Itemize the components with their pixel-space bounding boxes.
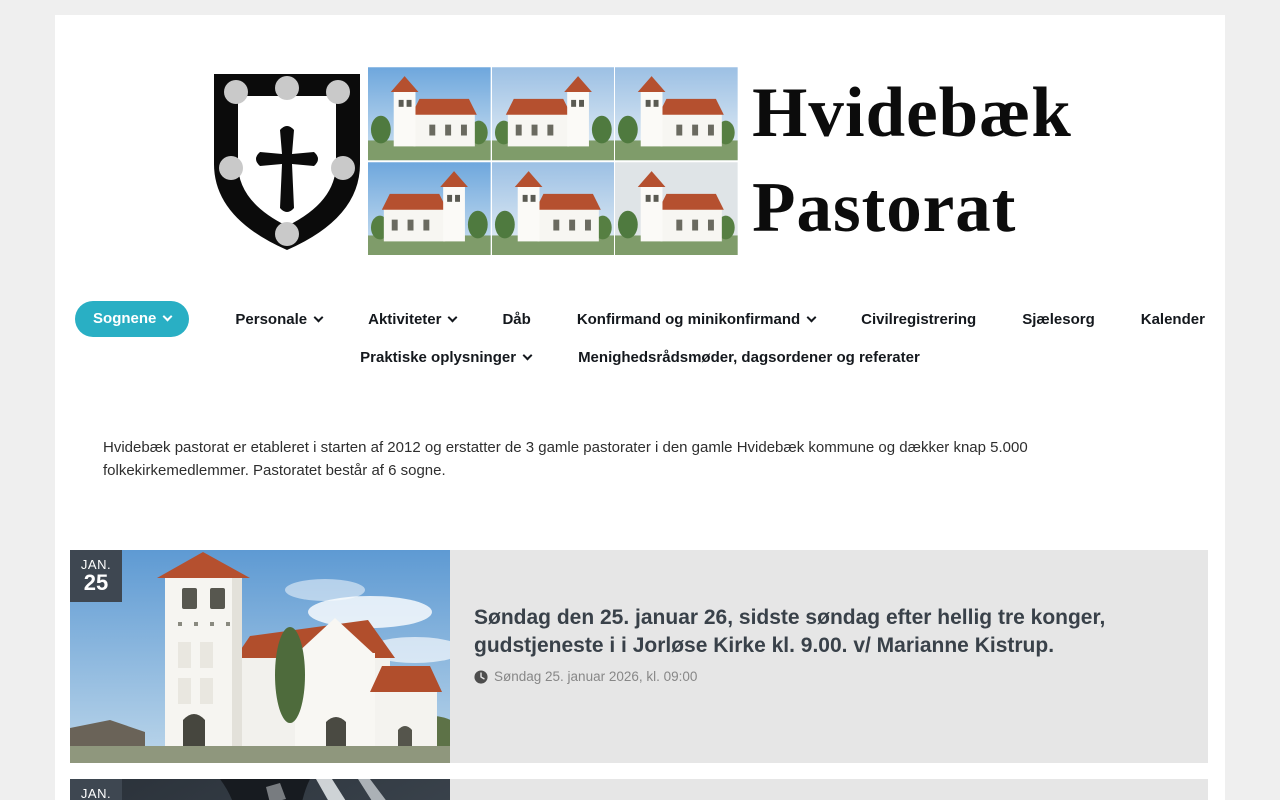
event-image[interactable] <box>70 779 450 800</box>
event-card[interactable] <box>70 779 1208 800</box>
nav-label: Civilregistrering <box>861 310 977 328</box>
clock-icon <box>474 670 488 684</box>
nav-label: Praktiske oplysninger <box>360 348 517 366</box>
event-card[interactable] <box>70 550 1208 763</box>
nav-item-praktiske-oplysninger[interactable] <box>360 349 531 366</box>
chevron-down-icon <box>523 350 533 360</box>
site-title-line2: Pastorat <box>752 169 1017 247</box>
church-photo <box>492 67 615 161</box>
event-title[interactable]: Søndag den 25. januar 26, sidste søndag efter hellig tre konger, gudstjeneste i i Jorløse Kirke kl. 9.00. v/ Marianne Kistrup. <box>474 606 1106 657</box>
event-image[interactable] <box>70 550 450 763</box>
dark-photo <box>70 779 450 800</box>
nav-item-personale[interactable] <box>235 311 322 328</box>
nav-label: Kalender <box>1140 310 1205 328</box>
nav-label: Aktiviteter <box>368 310 442 328</box>
event-body <box>450 779 1208 800</box>
page-content <box>55 15 1225 800</box>
chevron-down-icon <box>448 312 458 322</box>
nav-label: Sjælesorg <box>1022 310 1095 328</box>
site-header <box>55 65 1225 257</box>
nav-item-civilregistrering[interactable] <box>861 311 976 328</box>
site-title <box>752 66 1072 256</box>
date-badge <box>70 779 122 800</box>
nav-label: Menighedsrådsmøder, dagsordener og referater <box>578 348 920 366</box>
badge-month: JAN. <box>80 786 112 800</box>
badge-month: JAN. <box>80 557 112 572</box>
church-photo <box>492 162 615 256</box>
nav-item-sognene[interactable] <box>75 301 189 337</box>
church-photo-grid <box>368 67 738 255</box>
church-photo-large <box>70 550 450 763</box>
main-nav-row2 <box>55 345 1225 369</box>
chevron-down-icon <box>314 312 324 322</box>
intro-paragraph: Hvidebæk pastorat er etableret i starten af 2012 og erstatter de 3 gamle pastorater i den gamle Hvidebæk kommune og dækker knap 5.000 folkekirkemedlemmer. Pastoratet består af 6 sogne. <box>103 439 1028 479</box>
shield-logo-icon <box>208 68 366 254</box>
nav-item-kalender[interactable] <box>1141 311 1205 328</box>
nav-item-konfirmand[interactable] <box>577 311 815 328</box>
church-photo <box>615 67 738 161</box>
nav-item-sjaelesorg[interactable] <box>1022 311 1095 328</box>
nav-item-aktiviteter[interactable] <box>368 311 456 328</box>
nav-item-menighedsraadsmoeder[interactable] <box>578 349 920 366</box>
badge-day: 25 <box>83 570 109 595</box>
nav-item-daab[interactable] <box>502 311 530 328</box>
site-title-line1: Hvidebæk <box>752 74 1072 152</box>
date-badge <box>70 550 122 602</box>
nav-label: Personale <box>235 310 308 328</box>
event-datetime-text: Søndag 25. januar 2026, kl. 09:00 <box>494 669 698 684</box>
church-photo <box>368 67 491 161</box>
nav-label: Konfirmand og minikonfirmand <box>576 310 801 328</box>
event-body <box>450 550 1208 763</box>
nav-label: Sognene <box>93 310 157 327</box>
event-datetime <box>474 669 1162 684</box>
main-nav-row1 <box>55 286 1225 352</box>
church-photo <box>368 162 491 256</box>
chevron-down-icon <box>807 312 817 322</box>
church-photo <box>615 162 738 256</box>
nav-label: Dåb <box>502 310 531 328</box>
chevron-down-icon <box>163 312 173 322</box>
